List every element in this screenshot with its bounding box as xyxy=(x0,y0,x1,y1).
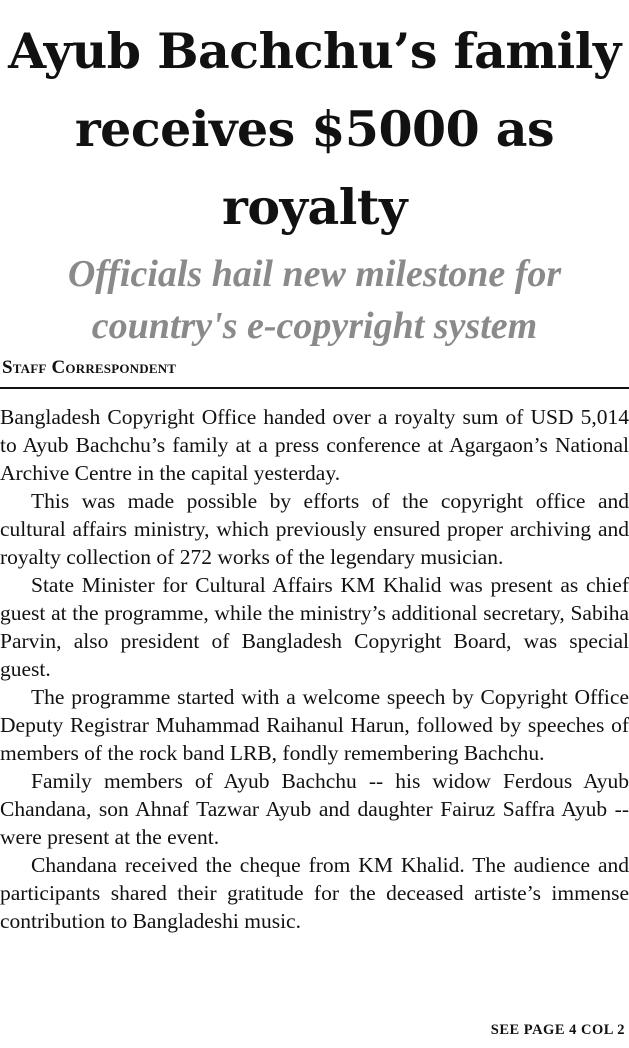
paragraph: The programme started with a welcome speech by Copyright Office Deputy Registrar Muhammad Raihanul Harun, followed by speeches of members of the rock band LRB, fondly remembering Bachchu. xyxy=(0,685,629,765)
paragraph: Bangladesh Copyright Office handed over a royalty sum of USD 5,014 to Ayub Bachchu’s family at a press conference at Agargaon’s National Archive Centre in the capital yesterday. xyxy=(0,405,629,485)
byline: Staff Correspondent xyxy=(2,357,177,378)
subheadline: Officials hail new milestone for country's e-copyright system xyxy=(67,253,562,347)
byline-divider xyxy=(0,387,629,389)
paragraph: This was made possible by efforts of the copyright office and cultural affairs ministry, which previously ensured proper archiving and royalty collection of 272 works of the legendary musician. xyxy=(0,489,629,569)
paragraph: Chandana received the cheque from KM Khalid. The audience and participants shared their gratitude for the deceased artiste’s immense contribution to Bangladeshi music. xyxy=(0,853,629,933)
headline: Ayub Bachchu’s family receives $5000 as royalty xyxy=(8,22,621,236)
paragraph: Family members of Ayub Bachchu -- his widow Ferdous Ayub Chandana, son Ahnaf Tazwar Ayub and daughter Fairuz Saffra Ayub -- were present at the event. xyxy=(0,769,629,849)
continued-on-page-note: SEE PAGE 4 COL 2 xyxy=(490,1022,625,1038)
paragraph: State Minister for Cultural Affairs KM Khalid was present as chief guest at the programme, while the ministry’s additional secretary, Sabiha Parvin, also president of Bangladesh Copyright Board, was special guest. xyxy=(0,573,629,681)
article-body xyxy=(0,403,629,935)
